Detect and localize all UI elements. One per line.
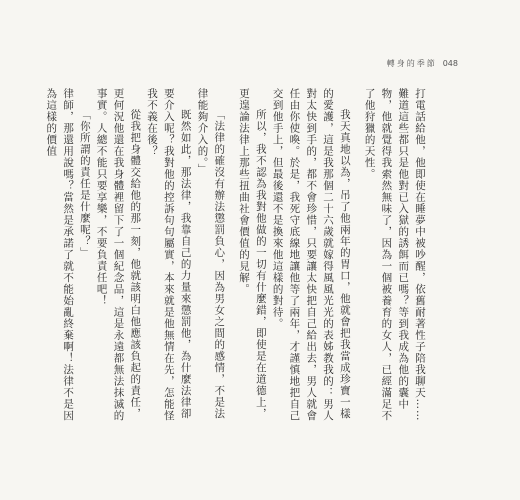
paragraph: 難道這些都只是他對已入獄的誘餌而已嗎？等到我成為他的囊中物，他就覺得我索然無味了，因為一個被養育的女人，已經滿足不了他狩獵的天性。 xyxy=(363,88,410,422)
paragraph: 我天真地以為，吊了他兩年的胃口，他就會把我當成珍寶一樣的愛護，這是我那個二十六歲就嫁得風風光光的表姊教我的：男人對太快到手的，都不會珍惜，只要讓太快把自己給出去，男人就會任由你使喚。於是，我死守底線地讓他等了兩年，才謹慎地把自己交到他手上，但最後還不是換來他這樣的對待。 xyxy=(271,88,351,422)
paragraph: 從我把身體交給他的那一刻，他就該明白他應該負起的責任，更何況他還在我身體裡留下了一個紀念品，這是永遠都無法抹滅的事實。人總不能只要享樂，不要負責任吧！ xyxy=(95,88,142,422)
paragraph: 既然如此，那法律，我靠自己的力量來懲罰他，為什麼法律卻要介入呢？我對他的控訴句句屬實，本來就是他無情在先，怎能怪我不義在後？ xyxy=(146,88,192,422)
body-text xyxy=(45,88,428,428)
paragraph: 律師，那還用說嗎？當然是承諾了就不能始亂終棄啊！法律不是因為這樣的價值 xyxy=(45,88,75,422)
paragraph: 所以，我不認為我對他做的一切有什麼錯，即使是在道德上，更遑論法律上那些扭曲社會價值的見解。 xyxy=(238,88,267,420)
paragraph: 「法律的確沒有辦法懲罰負心，因為男女之間的感情，不是法律能夠介入的。」 xyxy=(196,88,226,420)
page-number: 048 xyxy=(442,59,458,68)
paragraph: 打電話給他，他即使在睡夢中被吵醒，依舊耐著性子陪我聊天…… xyxy=(414,88,426,422)
paragraph: 「你所謂的責任是什麼呢？」 xyxy=(78,109,91,259)
running-header xyxy=(387,58,458,69)
book-title: 轉身的季節 xyxy=(386,59,437,68)
